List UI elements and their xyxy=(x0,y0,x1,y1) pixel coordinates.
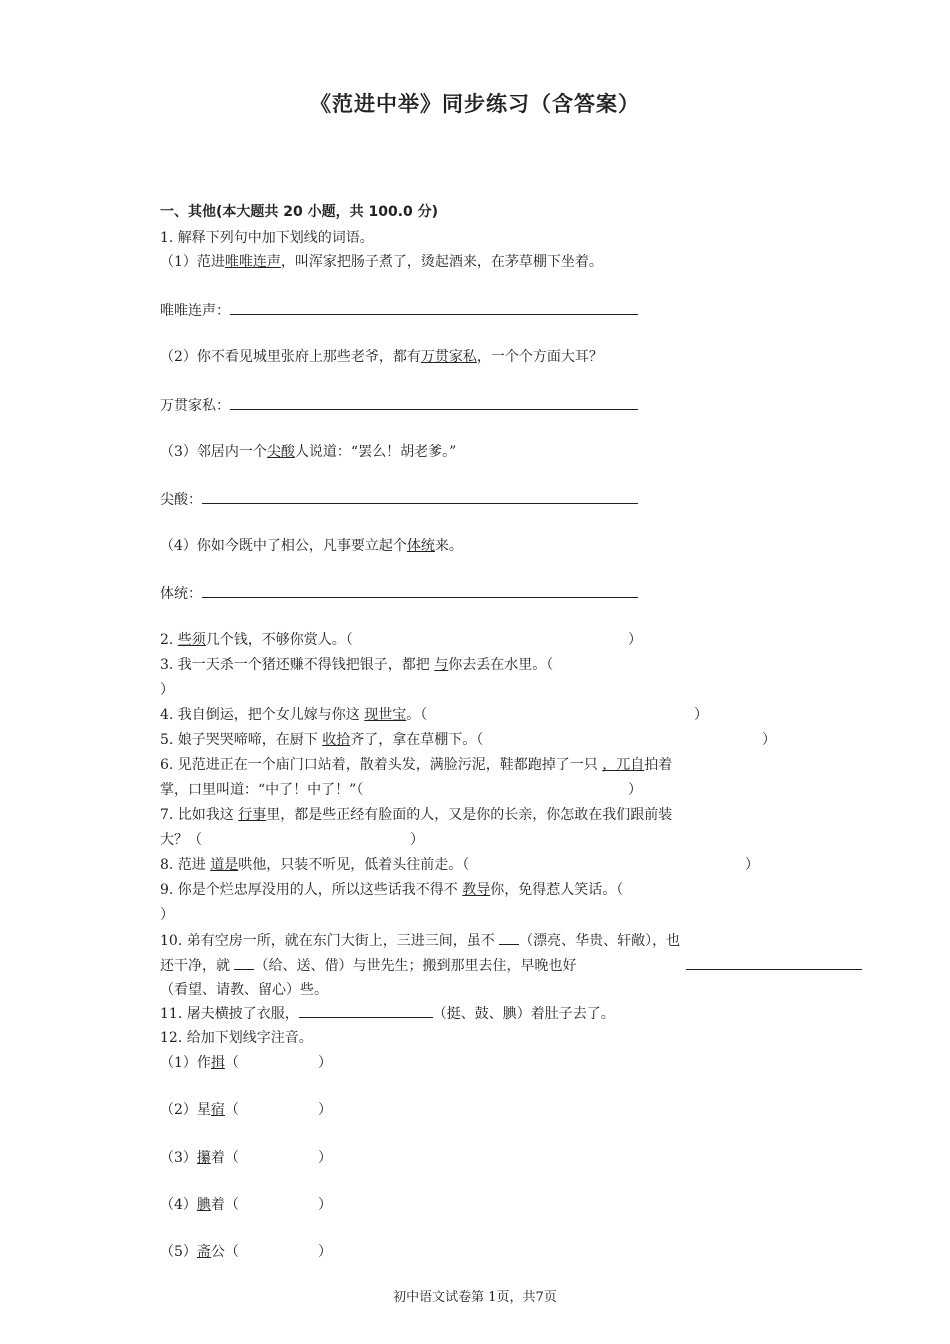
question-10-line-3: （看望、请教、留心）些。 xyxy=(160,982,328,998)
underlined-term: 教导 xyxy=(462,882,491,898)
question-6-line-2: 掌，口里叫道：“中了！中了！”（ xyxy=(160,782,364,798)
question-1-sentence-2: （2）你不看见城里张府上那些老爷，都有万贯家私，一个个方面大耳？ xyxy=(160,349,603,365)
question-8: 8. 范进 道是哄他，只装不听见，低着头往前走。（ xyxy=(160,857,470,873)
question-10-line-2: 还干净，就 （给、送、借）与世先生；搬到那里去住，早晚也好 xyxy=(160,955,576,976)
underlined-char: 斋 xyxy=(196,1244,211,1260)
question-11: 11. 屠夫横披了衣服， （挺、鼓、腆）着肚子去了。 xyxy=(160,1003,615,1024)
underlined-char: 宿 xyxy=(210,1102,225,1118)
question-2: 2. 些须几个钱，不够你赏人。（ xyxy=(160,632,353,648)
paren-close: ） xyxy=(318,1244,332,1260)
answer-line-2: 万贯家私： xyxy=(160,395,638,416)
question-3: 3. 我一天杀一个猪还赚不得钱把银子，都把 与你去丢在水里。（ xyxy=(160,657,554,673)
question-12-stem: 12. 给加下划线字注音。 xyxy=(160,1030,313,1046)
pinyin-item: （2）星宿（ xyxy=(160,1102,239,1118)
page-title: 《范进中举》同步练习（含答案） xyxy=(310,92,640,116)
underlined-term: 唯唯连声 xyxy=(224,254,281,270)
fill-blank-long[interactable] xyxy=(686,955,862,976)
pinyin-item: （4）腆着（ xyxy=(160,1197,239,1213)
pinyin-item: （5）斋公（ xyxy=(160,1244,239,1260)
underlined-term: ，兀自 xyxy=(602,757,645,773)
paren-close: ） xyxy=(694,707,708,723)
fill-blank[interactable] xyxy=(499,930,519,945)
paren-close: ） xyxy=(628,782,642,798)
underlined-term: 现世宝 xyxy=(364,707,407,723)
underlined-term: 行事 xyxy=(238,807,267,823)
question-6: 6. 见范进正在一个庙门口站着，散着头发，满脸污泥，鞋都跑掉了一只 ，兀自拍着 xyxy=(160,757,673,773)
answer-line-1: 唯唯连声： xyxy=(160,300,638,321)
underlined-term: 体统 xyxy=(406,538,435,554)
paren-close: ） xyxy=(745,857,759,873)
question-1-stem: 1. 解释下列句中加下划线的词语。 xyxy=(160,230,374,246)
paren-close: ） xyxy=(318,1055,332,1071)
paren-close: ） xyxy=(318,1150,332,1166)
answer-blank[interactable] xyxy=(230,395,638,410)
question-5: 5. 娘子哭哭啼啼，在厨下 收拾齐了，拿在草棚下。（ xyxy=(160,732,484,748)
question-9: 9. 你是个烂忠厚没用的人，所以这些话我不得不 教导你，免得惹人笑话。（ xyxy=(160,882,624,898)
pinyin-item: （3）攥着（ xyxy=(160,1150,239,1166)
page-footer: 初中语文试卷第 1页，共7页 xyxy=(393,1290,557,1305)
question-1-sentence-4: （4）你如今既中了相公，凡事要立起个体统来。 xyxy=(160,538,463,554)
underlined-term: 万贯家私 xyxy=(420,349,477,365)
answer-line-3: 尖酸： xyxy=(160,489,638,510)
answer-blank[interactable] xyxy=(202,583,638,598)
underlined-char: 揖 xyxy=(210,1055,225,1071)
underlined-char: 攥 xyxy=(196,1150,211,1166)
question-1-sentence-3: （3）邻居内一个尖酸人说道：“罢么！胡老爹。” xyxy=(160,444,457,460)
question-10: 10. 弟有空房一所，就在东门大街上，三进三间，虽不 （漂亮、华贵、轩敞），也 xyxy=(160,930,680,951)
fill-blank[interactable] xyxy=(299,1003,433,1018)
answer-line-4: 体统： xyxy=(160,583,638,604)
underlined-term: 与 xyxy=(434,657,449,673)
pinyin-item: （1）作揖（ xyxy=(160,1055,239,1071)
answer-blank[interactable] xyxy=(230,300,638,315)
underlined-term: 道是 xyxy=(210,857,239,873)
question-9-line-2: ） xyxy=(160,907,174,923)
section-heading: 一、其他(本大题共 20 小题，共 100.0 分) xyxy=(160,204,439,220)
fill-blank[interactable] xyxy=(234,955,254,970)
paren-close: ） xyxy=(762,732,776,748)
question-1-sentence-1: （1）范进唯唯连声，叫浑家把肠子煮了，烫起酒来，在茅草棚下坐着。 xyxy=(160,254,603,270)
paren-close: ） xyxy=(410,832,424,848)
underlined-term: 尖酸 xyxy=(266,444,295,460)
question-7-line-2: 大？（ xyxy=(160,832,202,848)
underlined-char: 腆 xyxy=(196,1197,211,1213)
paren-close: ） xyxy=(318,1102,332,1118)
underlined-term: 收拾 xyxy=(322,732,351,748)
paren-close: ） xyxy=(318,1197,332,1213)
answer-blank[interactable] xyxy=(202,489,638,504)
underlined-term: 些须 xyxy=(177,632,206,648)
question-3-line-2: ） xyxy=(160,682,174,698)
question-7: 7. 比如我这 行事里，都是些正经有脸面的人，又是你的长亲，你怎敢在我们跟前装 xyxy=(160,807,673,823)
paren-close: ） xyxy=(628,632,642,648)
question-4: 4. 我自倒运，把个女儿嫁与你这 现世宝。（ xyxy=(160,707,428,723)
